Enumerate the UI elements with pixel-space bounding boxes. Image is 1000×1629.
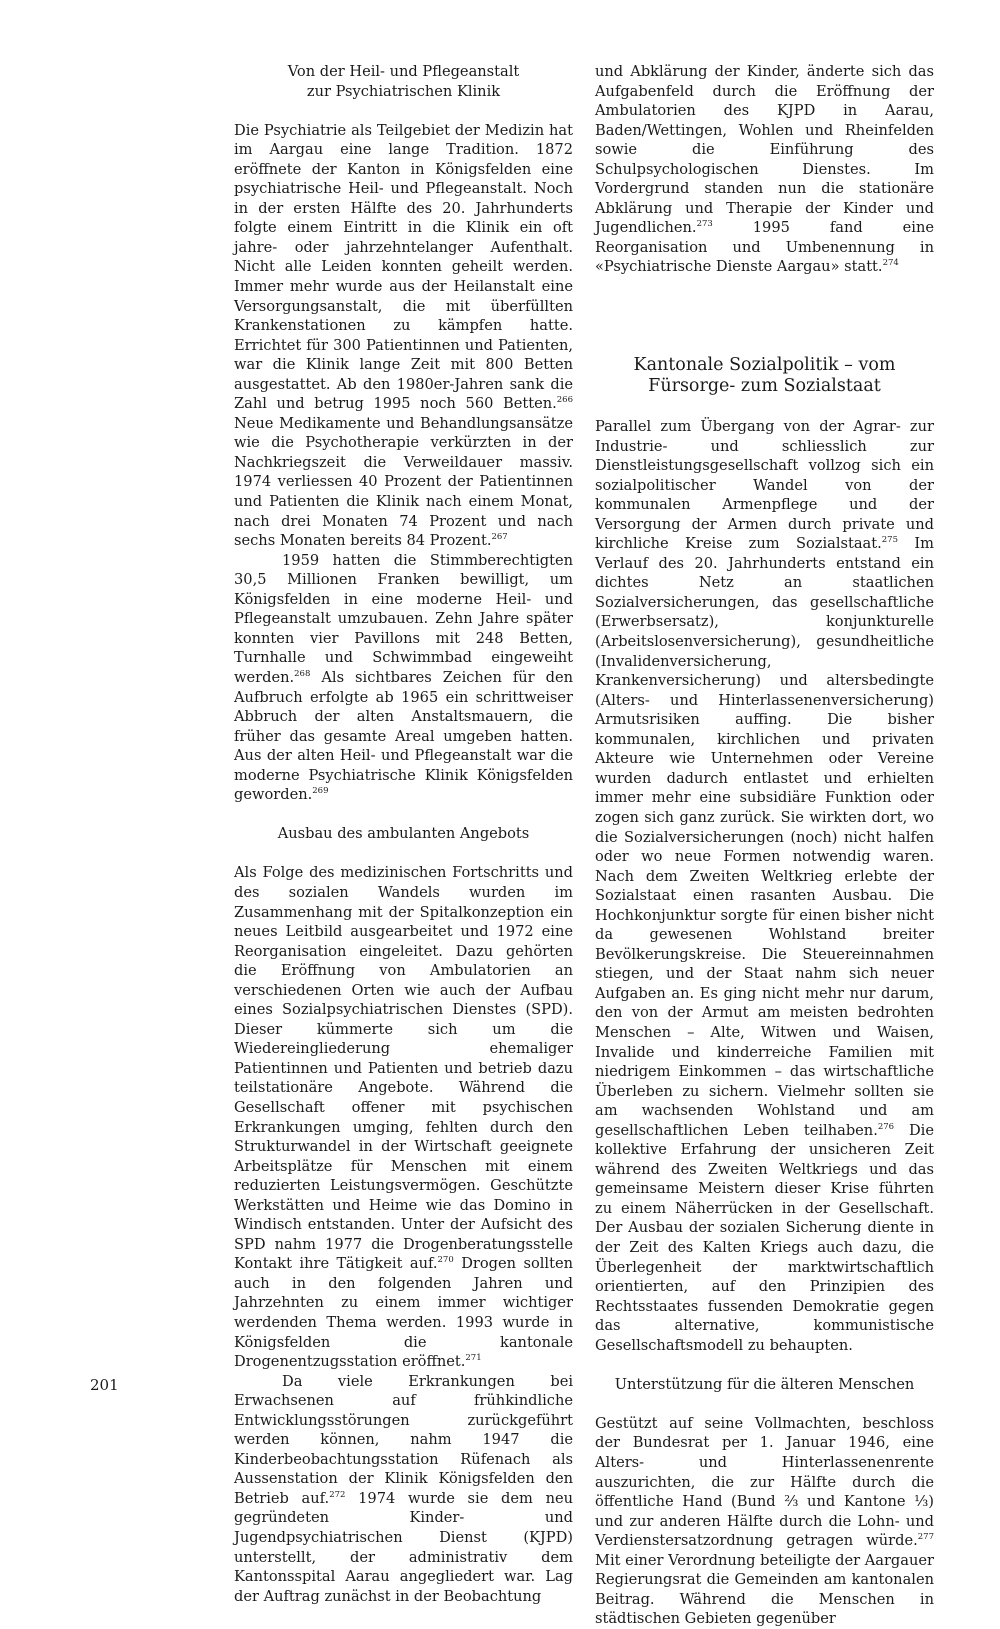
right-column bbox=[595, 62, 934, 1629]
footnote-ref: 272 bbox=[329, 1490, 346, 1501]
section-heading: Ausbau des ambulanten Angebots bbox=[277, 825, 530, 843]
paragraph: Da viele Erkrankungen bei Erwachsenen auf frühkindliche Entwicklungsstörungen zurückgeführt werden können, nahm 1947 die Kinderbeobachtungsstation Rüfenach als Aussenstation der Klinik Königsfelden den Betrieb auf.$^{272}$ 1974 wurde sie dem neu gegründeten Kinder- und Jugendpsychiatrischen Dienst (KJPD) unterstellt, der administrativ dem Kantonsspital Aarau angegliedert war. Lag der Auftrag zunächst in der Beobachtung bbox=[234, 1372, 573, 1605]
paragraph: Als Folge des medizinischen Fortschritts und des sozialen Wandels wurden im Zusammenhang mit der Spitalkonzeption ein neues Leitbild ausgearbeitet und 1972 eine Reorganisation eingeleitet. Dazu gehörten die Eröffnung von Ambulatorien an verschiedenen Orten wie auch der Aufbau eines Sozialpsychiatrischen Dienstes (SPD). Dieser kümmerte sich um die Wiedereingliederung ehemaliger Patientinnen und Patienten und betrieb dazu teilstationäre Angebote. Während die Gesellschaft offener mit psychischen Erkrankungen umging, fehlten durch den Strukturwandel in der Wirtschaft geeignete Arbeitsplätze für Menschen mit einem reduzierten Leistungsvermögen. Geschützte Werkstätten und Heime wie das Domino in Windisch entstanden. Unter der Aufsicht des SPD nahm 1977 die Drogenberatungsstelle Kontakt ihre Tätigkeit auf.$^{270}$ Drogen sollten auch in den folgenden Jahren und Jahrzehnten zu einem immer wichtiger werdenden Thema werden. 1993 wurde in Königsfelden die kantonale Drogenentzugsstation eröffnet.$^{271}$ bbox=[234, 864, 573, 1371]
page-number: 201 bbox=[90, 1376, 119, 1394]
footnote-ref: 277 bbox=[917, 1532, 934, 1543]
section-heading: Von der Heil- und Pflegeanstalt zur Psychiatrischen Klinik bbox=[287, 63, 520, 100]
footnote-ref: 266 bbox=[556, 395, 573, 406]
footnote-ref: 275 bbox=[881, 535, 898, 546]
footnote-ref: 269 bbox=[312, 786, 329, 797]
paragraph: Gestützt auf seine Vollmachten, beschloss der Bundesrat per 1. Januar 1946, eine Alters- und Hinterlassenenrente auszurichten, die zur Hälfte durch die öffentliche Hand (Bund ⅔ und Kantone ⅓) und zur anderen Hälfte durch die Lohn- und Verdienstersatzordnung getragen würde.$^{277}$ Mit einer Verordnung beteiligte der Aargauer Regierungsrat die Gemeinden am kantonalen Beitrag. Während die Menschen in städtischen Gebieten gegenüber bbox=[595, 1414, 934, 1628]
paragraph: Die Psychiatrie als Teilgebiet der Medizin hat im Aargau eine lange Tradition. 1872 eröffnete der Kanton in Königsfelden eine psychiatrische Heil- und Pflegeanstalt. Noch in der ersten Hälfte des 20. Jahrhunderts folgte einem Eintritt in die Klinik ein oft jahre- oder jahrzehntelanger Aufenthalt. Nicht alle Leiden konnten geheilt werden. Immer mehr wurde aus der Heilanstalt eine Versorgungsanstalt, die mit überfüllten Krankenstationen zu kämpfen hatte. Errichtet für 300 Patientinnen und Patienten, war die Klinik lange Zeit mit 800 Betten ausgestattet. Ab den 1980er-Jahren sank die Zahl und betrug 1995 noch 560 Betten.$^{266}$ Neue Medikamente und Behandlungsansätze wie die Psychotherapie verkürzten in der Nachkriegszeit die Verweildauer massiv. 1974 verliessen 40 Prozent der Patientinnen und Patienten die Klinik nach einem Monat, nach drei Monaten 74 Prozent und nach sechs Monaten bereits 84 Prozent.$^{267}$ bbox=[234, 121, 573, 550]
footnote-ref: 274 bbox=[882, 258, 899, 269]
section-heading: Unterstützung für die älteren Menschen bbox=[614, 1375, 915, 1393]
paragraph: 1959 hatten die Stimmberechtigten 30,5 Millionen Franken bewilligt, um Königsfelden in eine moderne Heil- und Pflegeanstalt umzubauen. Zehn Jahre später konnten vier Pavillons mit 248 Betten, Turnhalle und Schwimmbad eingeweiht werden.$^{268}$ Als sichtbares Zeichen für den Aufbruch erfolgte ab 1965 ein schrittweiser Abbruch der alten Anstaltsmauern, die früher das gesamte Areal umgeben hatten. Aus der alten Heil- und Pflegeanstalt war die moderne Psychiatrische Klinik Königsfelden geworden.$^{269}$ bbox=[234, 551, 573, 804]
chapter-heading: Kantonale Sozialpolitik – vom Fürsorge- zum Sozialstaat bbox=[633, 355, 896, 397]
paragraph: Parallel zum Übergang von der Agrar- zur Industrie- und schliesslich zur Dienstleistungsgesellschaft vollzog sich ein sozialpolitischer Wandel von der kommunalen Armenpflege und der Versorgung der Armen durch private und kirchliche Kreise zum Sozialstaat.$^{275}$ Im Verlauf des 20. Jahrhunderts entstand ein dichtes Netz an staatlichen Sozialversicherungen, das gesellschaftliche (Erwerbsersatz), konjunkturelle (Arbeitslosenversicherung), gesundheitliche (Invalidenversicherung, Krankenversicherung) und altersbedingte (Alters- und Hinterlassenenversicherung) Armutsrisiken auffing. Die bisher kommunalen, kirchlichen und privaten Akteure wie Unternehmen oder Vereine wurden dadurch entlastet und erhielten immer mehr eine subsidiäre Funktion oder zogen sich ganz zurück. Sie wirkten dort, wo die Sozialversicherungen (noch) nicht halfen oder wo neue Formen notwendig waren. Nach dem Zweiten Weltkrieg erlebte der Sozialstaat einen rasanten Ausbau. Die Hochkonjunktur sorgte für einen bisher nicht da gewesenen Wohlstand breiter Bevölkerungskreise. Die Steuereinnahmen stiegen, und der Staat nahm sich neuer Aufgaben an. Es ging nicht mehr nur darum, den von der Armut am meisten bedrohten Menschen – Alte, Witwen und Waisen, Invalide und kinderreiche Familien mit niedrigem Einkommen – das wirtschaftliche Überleben zu sichern. Vielmehr sollten sie am wachsenden Wohlstand und am gesellschaftlichen Leben teilhaben.$^{276}$ Die kollektive Erfahrung der unsicheren Zeit während des Zweiten Weltkriegs und das gemeinsame Meistern dieser Krise führten zu einem Näherrücken in der Gesellschaft. Der Ausbau der sozialen Sicherung diente in der Zeit des Kalten Kriegs auch dazu, die Überlegenheit der marktwirtschaftlich orientierten, auf den Prinzipien des Rechtsstaates fussenden Demokratie gegen das alternative, kommunistische Gesellschaftsmodell zu behaupten. bbox=[595, 418, 934, 1354]
paragraph: und Abklärung der Kinder, änderte sich das Aufgabenfeld durch die Eröffnung der Ambulatorien des KJPD in Aarau, Baden/Wettingen, Wohlen und Rheinfelden sowie die Einführung des Schulpsychologischen Dienstes. Im Vordergrund standen nun die stationäre Abklärung und Therapie der Kinder und Jugendlichen.$^{273}$ 1995 fand eine Reorganisation und Umbenennung in «Psychiatrische Dienste Aargau» statt.$^{274}$ bbox=[595, 63, 934, 276]
footnote-ref: 271 bbox=[465, 1353, 482, 1364]
footnote-ref: 273 bbox=[696, 219, 713, 230]
footnote-ref: 276 bbox=[877, 1121, 895, 1132]
footnote-ref: 268 bbox=[294, 669, 311, 680]
left-column bbox=[234, 62, 573, 1606]
footnote-ref: 270 bbox=[437, 1255, 454, 1266]
footnote-ref: 267 bbox=[491, 532, 508, 543]
